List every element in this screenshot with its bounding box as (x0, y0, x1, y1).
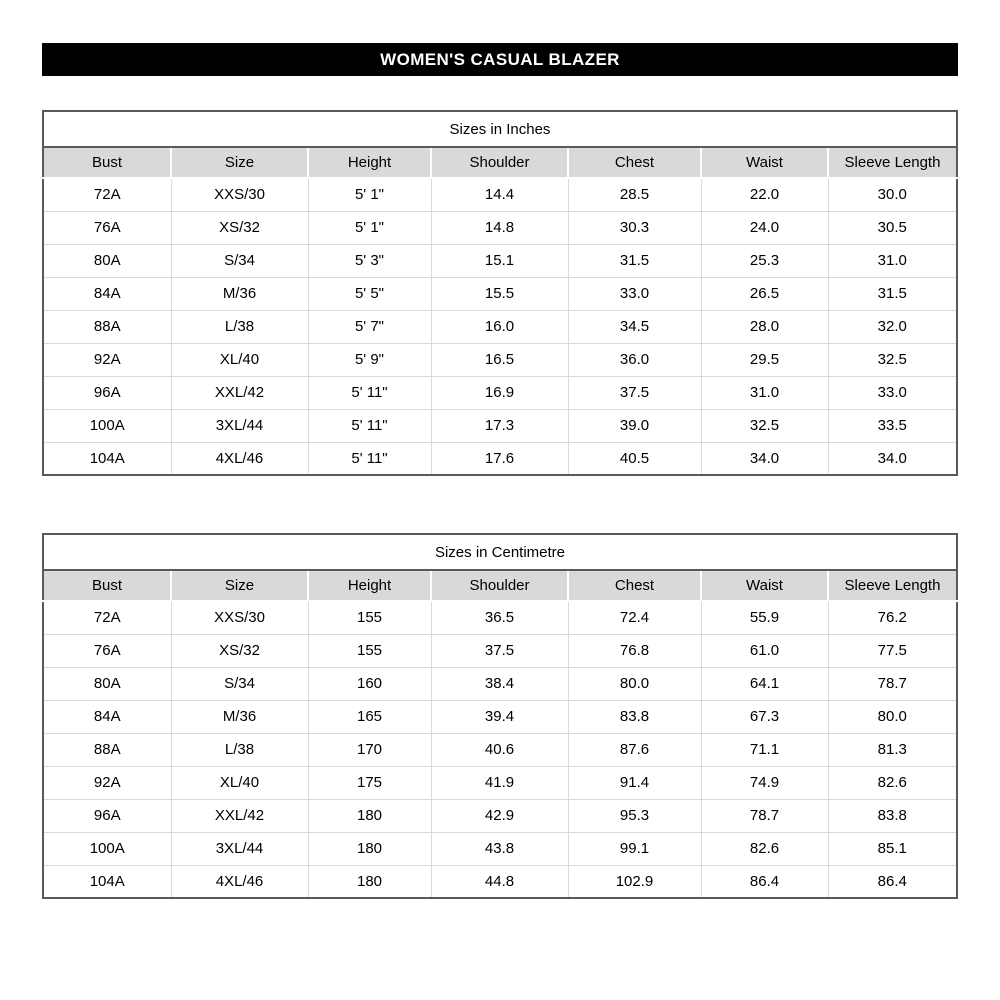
table-cell: 32.5 (828, 343, 957, 376)
table-cell: 5' 7" (308, 310, 431, 343)
table-cell: 83.8 (568, 700, 701, 733)
table-cell: 37.5 (431, 634, 568, 667)
table-cell: 40.6 (431, 733, 568, 766)
table-cell: 77.5 (828, 634, 957, 667)
table-cell: 72A (43, 601, 171, 634)
table-cell: 96A (43, 376, 171, 409)
table-cell: 88A (43, 733, 171, 766)
table-cell: 95.3 (568, 799, 701, 832)
table-cell: 4XL/46 (171, 442, 308, 475)
column-header: Shoulder (431, 570, 568, 601)
table-cell: 37.5 (568, 376, 701, 409)
table-cell: 81.3 (828, 733, 957, 766)
table-cell: 42.9 (431, 799, 568, 832)
table-cell: 170 (308, 733, 431, 766)
column-header: Waist (701, 570, 828, 601)
table-cell: 41.9 (431, 766, 568, 799)
table-row (43, 700, 957, 733)
table-cell: XS/32 (171, 634, 308, 667)
column-header: Sleeve Length (828, 147, 957, 178)
table-row (43, 211, 957, 244)
column-header: Waist (701, 147, 828, 178)
table-cell: 14.8 (431, 211, 568, 244)
table-cell: 88A (43, 310, 171, 343)
table-row (43, 667, 957, 700)
table-cell: 85.1 (828, 832, 957, 865)
table-cell: 36.5 (431, 601, 568, 634)
table-title: Sizes in Inches (43, 111, 957, 147)
table-title: Sizes in Centimetre (43, 534, 957, 570)
table-cell: 43.8 (431, 832, 568, 865)
table-cell: M/36 (171, 277, 308, 310)
table-cell: XXS/30 (171, 601, 308, 634)
table-row (43, 601, 957, 634)
table-cell: 16.9 (431, 376, 568, 409)
table-cell: XL/40 (171, 343, 308, 376)
column-header: Sleeve Length (828, 570, 957, 601)
table-cell: 96A (43, 799, 171, 832)
table-cell: 82.6 (701, 832, 828, 865)
table-cell: 22.0 (701, 178, 828, 211)
table-title-row (43, 111, 957, 147)
table-row (43, 178, 957, 211)
table-header-row (43, 570, 957, 601)
table-cell: 82.6 (828, 766, 957, 799)
table-cell: 5' 1" (308, 211, 431, 244)
table-row (43, 442, 957, 475)
table-cell: 104A (43, 442, 171, 475)
table-cell: 30.0 (828, 178, 957, 211)
table-cell: XL/40 (171, 766, 308, 799)
table-cell: XS/32 (171, 211, 308, 244)
table-cell: 84A (43, 700, 171, 733)
table-cell: 32.5 (701, 409, 828, 442)
table-row (43, 865, 957, 898)
table-cell: 5' 11" (308, 409, 431, 442)
table-cell: 5' 11" (308, 442, 431, 475)
table-cell: 36.0 (568, 343, 701, 376)
table-cell: 155 (308, 634, 431, 667)
table-cell: 71.1 (701, 733, 828, 766)
table-cell: 31.0 (701, 376, 828, 409)
table-row (43, 733, 957, 766)
table-cell: 16.5 (431, 343, 568, 376)
table-cell: 17.6 (431, 442, 568, 475)
table-cell: 67.3 (701, 700, 828, 733)
table-cell: 100A (43, 832, 171, 865)
sizes-in-inches-table (42, 110, 958, 476)
column-header: Bust (43, 570, 171, 601)
table-body (43, 178, 957, 475)
table-cell: 80.0 (828, 700, 957, 733)
table-row (43, 343, 957, 376)
table-row (43, 766, 957, 799)
table-cell: 72.4 (568, 601, 701, 634)
table-cell: L/38 (171, 310, 308, 343)
table-cell: 38.4 (431, 667, 568, 700)
table-cell: 180 (308, 865, 431, 898)
table-cell: 80.0 (568, 667, 701, 700)
table-cell: 104A (43, 865, 171, 898)
column-header: Height (308, 147, 431, 178)
table-cell: 33.0 (568, 277, 701, 310)
table-cell: 180 (308, 832, 431, 865)
table-cell: 84A (43, 277, 171, 310)
table-cell: 78.7 (701, 799, 828, 832)
table-cell: 33.5 (828, 409, 957, 442)
table-cell: 102.9 (568, 865, 701, 898)
table-cell: 28.0 (701, 310, 828, 343)
table-cell: 72A (43, 178, 171, 211)
table-cell: 165 (308, 700, 431, 733)
table-cell: 74.9 (701, 766, 828, 799)
table-cell: XXS/30 (171, 178, 308, 211)
table-row (43, 799, 957, 832)
table-cell: 99.1 (568, 832, 701, 865)
table-row (43, 376, 957, 409)
table-cell: 92A (43, 766, 171, 799)
product-title: WOMEN'S CASUAL BLAZER (380, 49, 620, 69)
table-cell: XXL/42 (171, 799, 308, 832)
table-cell: 33.0 (828, 376, 957, 409)
table-cell: 86.4 (828, 865, 957, 898)
sizes-in-centimetre-table (42, 533, 958, 899)
table-cell: 61.0 (701, 634, 828, 667)
column-header: Shoulder (431, 147, 568, 178)
table-cell: 5' 5" (308, 277, 431, 310)
table-row (43, 832, 957, 865)
table-cell: 76.8 (568, 634, 701, 667)
table-row (43, 409, 957, 442)
table-row (43, 634, 957, 667)
table-cell: S/34 (171, 667, 308, 700)
table-cell: 160 (308, 667, 431, 700)
table-cell: 17.3 (431, 409, 568, 442)
table-cell: 92A (43, 343, 171, 376)
table-cell: 26.5 (701, 277, 828, 310)
column-header: Chest (568, 570, 701, 601)
table-cell: 32.0 (828, 310, 957, 343)
table-cell: 64.1 (701, 667, 828, 700)
table-cell: 175 (308, 766, 431, 799)
column-header: Size (171, 570, 308, 601)
table-cell: 29.5 (701, 343, 828, 376)
table-cell: 39.4 (431, 700, 568, 733)
table-cell: 28.5 (568, 178, 701, 211)
table-cell: 76.2 (828, 601, 957, 634)
table-cell: 31.5 (828, 277, 957, 310)
table-cell: 15.5 (431, 277, 568, 310)
table-body (43, 601, 957, 898)
table-cell: 24.0 (701, 211, 828, 244)
table-cell: 76A (43, 211, 171, 244)
table-cell: 55.9 (701, 601, 828, 634)
table-cell: S/34 (171, 244, 308, 277)
table-cell: 15.1 (431, 244, 568, 277)
table-cell: 5' 11" (308, 376, 431, 409)
column-header: Height (308, 570, 431, 601)
table-cell: 34.0 (828, 442, 957, 475)
table-cell: 31.5 (568, 244, 701, 277)
column-header: Chest (568, 147, 701, 178)
table-cell: 5' 1" (308, 178, 431, 211)
table-row (43, 277, 957, 310)
table-cell: 3XL/44 (171, 409, 308, 442)
table-cell: 16.0 (431, 310, 568, 343)
table-row (43, 310, 957, 343)
table-cell: 155 (308, 601, 431, 634)
table-header-row (43, 147, 957, 178)
table-cell: 180 (308, 799, 431, 832)
table-cell: M/36 (171, 700, 308, 733)
table-cell: 30.3 (568, 211, 701, 244)
table-row (43, 244, 957, 277)
table-cell: 80A (43, 244, 171, 277)
table-cell: 86.4 (701, 865, 828, 898)
table-cell: 31.0 (828, 244, 957, 277)
product-title-banner (42, 43, 958, 76)
table-cell: 91.4 (568, 766, 701, 799)
table-cell: 40.5 (568, 442, 701, 475)
table-cell: 78.7 (828, 667, 957, 700)
table-cell: 5' 9" (308, 343, 431, 376)
table-cell: XXL/42 (171, 376, 308, 409)
table-cell: 44.8 (431, 865, 568, 898)
table-cell: 30.5 (828, 211, 957, 244)
table-cell: 3XL/44 (171, 832, 308, 865)
column-header: Size (171, 147, 308, 178)
table-cell: 5' 3" (308, 244, 431, 277)
table-cell: 83.8 (828, 799, 957, 832)
table-cell: L/38 (171, 733, 308, 766)
table-cell: 80A (43, 667, 171, 700)
column-header: Bust (43, 147, 171, 178)
table-cell: 14.4 (431, 178, 568, 211)
table-cell: 34.0 (701, 442, 828, 475)
table-cell: 39.0 (568, 409, 701, 442)
table-cell: 100A (43, 409, 171, 442)
table-cell: 87.6 (568, 733, 701, 766)
table-cell: 4XL/46 (171, 865, 308, 898)
table-cell: 76A (43, 634, 171, 667)
table-cell: 34.5 (568, 310, 701, 343)
table-title-row (43, 534, 957, 570)
table-cell: 25.3 (701, 244, 828, 277)
